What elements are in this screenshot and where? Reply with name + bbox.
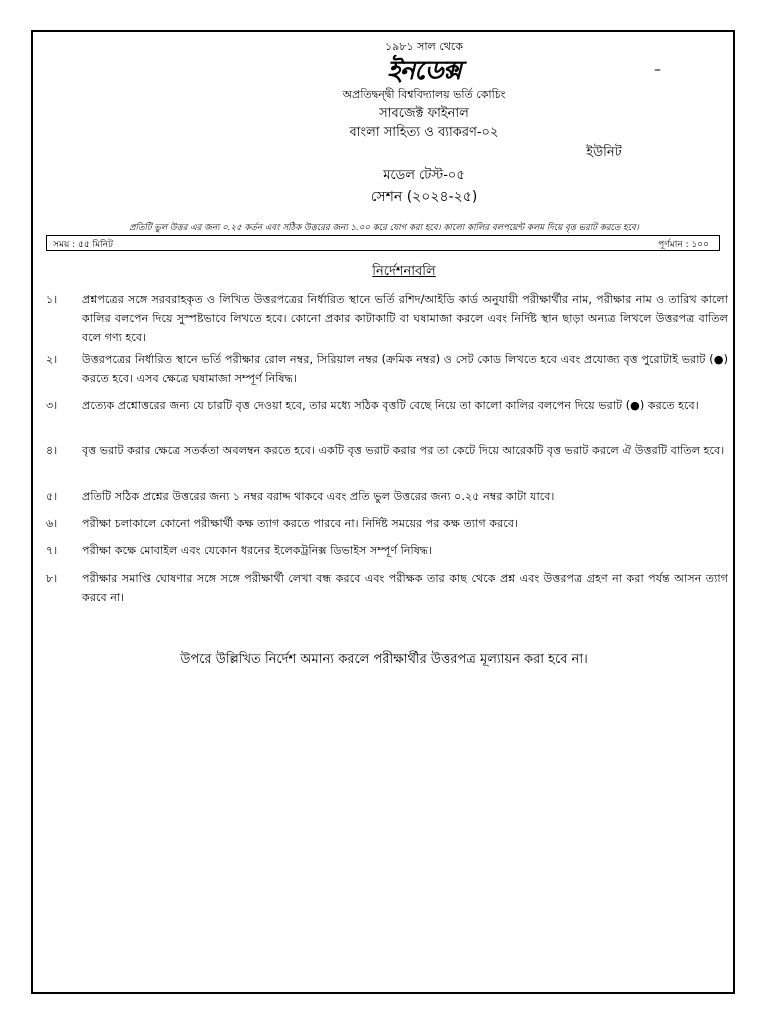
instruction-text: পরীক্ষা চলাকালে কোনো পরীক্ষার্থী কক্ষ ত্যাগ করতে পারবে না। নির্দিষ্ট সময়ের পর কক্ষ ত্যাগ করবে। — [82, 517, 518, 530]
instruction-item — [46, 514, 728, 533]
session: সেশন (২০২৪-২৫) — [370, 189, 478, 205]
instruction-text: উত্তরপত্রের নির্ধারিত স্থানে ভর্তি পরীক্ষার রোল নম্বর, সিরিয়াল নম্বর (ক্রমিক নম্বর) ও সেট কোড লিখতে হবে এবং প্রযোজ্য বৃত্ত পুরোটাই ভরাট (●) করতে হবে। এসব ক্ষেত্রে ঘষামাজা সম্পূর্ণ নিষিদ্ধ। — [82, 353, 728, 385]
instruction-item — [46, 350, 728, 388]
brand-logo: ইনডেক্স — [387, 56, 461, 86]
instruction-number: ৮। — [46, 572, 58, 585]
instruction-item — [46, 487, 728, 506]
instruction-number: ৭। — [46, 544, 58, 557]
instruction-item — [46, 441, 728, 460]
instruction-text: পরীক্ষা কক্ষে মোবাইল এবং যেকোন ধরনের ইলেকট্রনিক্স ডিভাইস সম্পূর্ণ নিষিদ্ধ। — [82, 544, 433, 557]
instruction-text: প্রতিটি সঠিক প্রশ্নের উত্তরের জন্য ১ নম্বর বরাদ্দ থাকবে এবং প্রতি ভুল উত্তরের জন্য ০.২৫ নম্বর কাটা যাবে। — [82, 490, 555, 503]
subject-final: সাবজেক্ট ফাইনাল — [379, 106, 469, 121]
instruction-number: ১। — [46, 293, 58, 306]
time-limit: সময় : ৫৫ মিনিট — [53, 240, 113, 250]
instruction-item — [46, 569, 728, 607]
instruction-number: ৬। — [46, 517, 58, 530]
paper-title: বাংলা সাহিত্য ও ব্যাকরণ-০২ — [349, 125, 499, 140]
instruction-number: ৫। — [46, 490, 58, 503]
instruction-text: বৃত্ত ভরাট করার ক্ষেত্রে সতর্কতা অবলম্বন করতে হবে। একটি বৃত্ত ভরাট করার পর তা কেটে দিয়ে আরেকটি বৃত্ত ভরাট করলে ঐ উত্তরটি বাতিল হবে। — [82, 444, 725, 457]
instruction-number: ৩। — [46, 399, 58, 412]
exam-meta-box — [46, 235, 720, 251]
instruction-item — [46, 541, 728, 560]
marking-notice: প্রতিটি ভুল উত্তর এর জন্য ০.২৫ কর্তন এবং সঠিক উত্তরের জন্য ১.০০ করে যোগ করা হবে। কালো কালির বলপয়েন্ট কলম দিয়ে বৃত্ত ভরাট করতে হবে। — [129, 223, 639, 233]
model-test: মডেল টেস্ট-০৫ — [383, 168, 465, 183]
instruction-number: ২। — [46, 353, 58, 366]
full-marks: পূর্ণমান : ১০০ — [658, 240, 709, 250]
instruction-text: প্রশ্নপত্রের সঙ্গে সরবরাহকৃত ও লিখিত উত্তরপত্রের নির্ধারিত স্থানে ভর্তি রশিদ/আইডি কার্ড অনুযায়ী পরীক্ষার্থীর নাম, পরীক্ষার নাম ও তারিখ কালো কালির বলপেন দিয়ে সুস্পষ্টভাবে লিখতে হবে। কোনো প্রকার কাটাকাটি বা ঘষামাজা করলে এবং নির্দিষ্ট স্থান ছাড়া অন্যত্র লিখলে উত্তরপত্র বাতিল বলে গণ্য হবে। — [82, 293, 728, 344]
tagline: অপ্রতিদ্বন্দ্বী বিশ্ববিদ্যালয় ভর্তি কোচিং — [342, 88, 506, 101]
instruction-number: ৪। — [46, 444, 58, 457]
instruction-item — [46, 396, 728, 415]
unit-label: ইউনিট — [586, 145, 622, 160]
dash-mark: – — [654, 62, 661, 78]
instruction-item — [46, 290, 728, 347]
since-text: ১৯৮১ সাল থেকে — [385, 40, 463, 53]
footer-warning: উপরে উল্লিখিত নির্দেশ অমান্য করলে পরীক্ষার্থীর উত্তরপত্র মূল্যায়ন করা হবে না। — [180, 652, 588, 667]
instruction-text: প্রত্যেক প্রশ্নোত্তরের জন্য যে চারটি বৃত্ত দেওয়া হবে, তার মধ্যে সঠিক বৃত্তটি বেছে নিয়ে তা কালো কালির বলপেন দিয়ে ভরাট (●) করতে হবে। — [82, 399, 699, 412]
instructions-title: নির্দেশনাবলি — [372, 264, 436, 279]
instruction-text: পরীক্ষার সমাপ্তি ঘোষণার সঙ্গে সঙ্গে পরীক্ষার্থী লেখা বন্ধ করবে এবং পরীক্ষক তার কাছ থেকে প্রশ্ন এবং উত্তরপত্র গ্রহণ না করা পর্যন্ত আসন ত্যাগ করবে না। — [82, 572, 728, 604]
